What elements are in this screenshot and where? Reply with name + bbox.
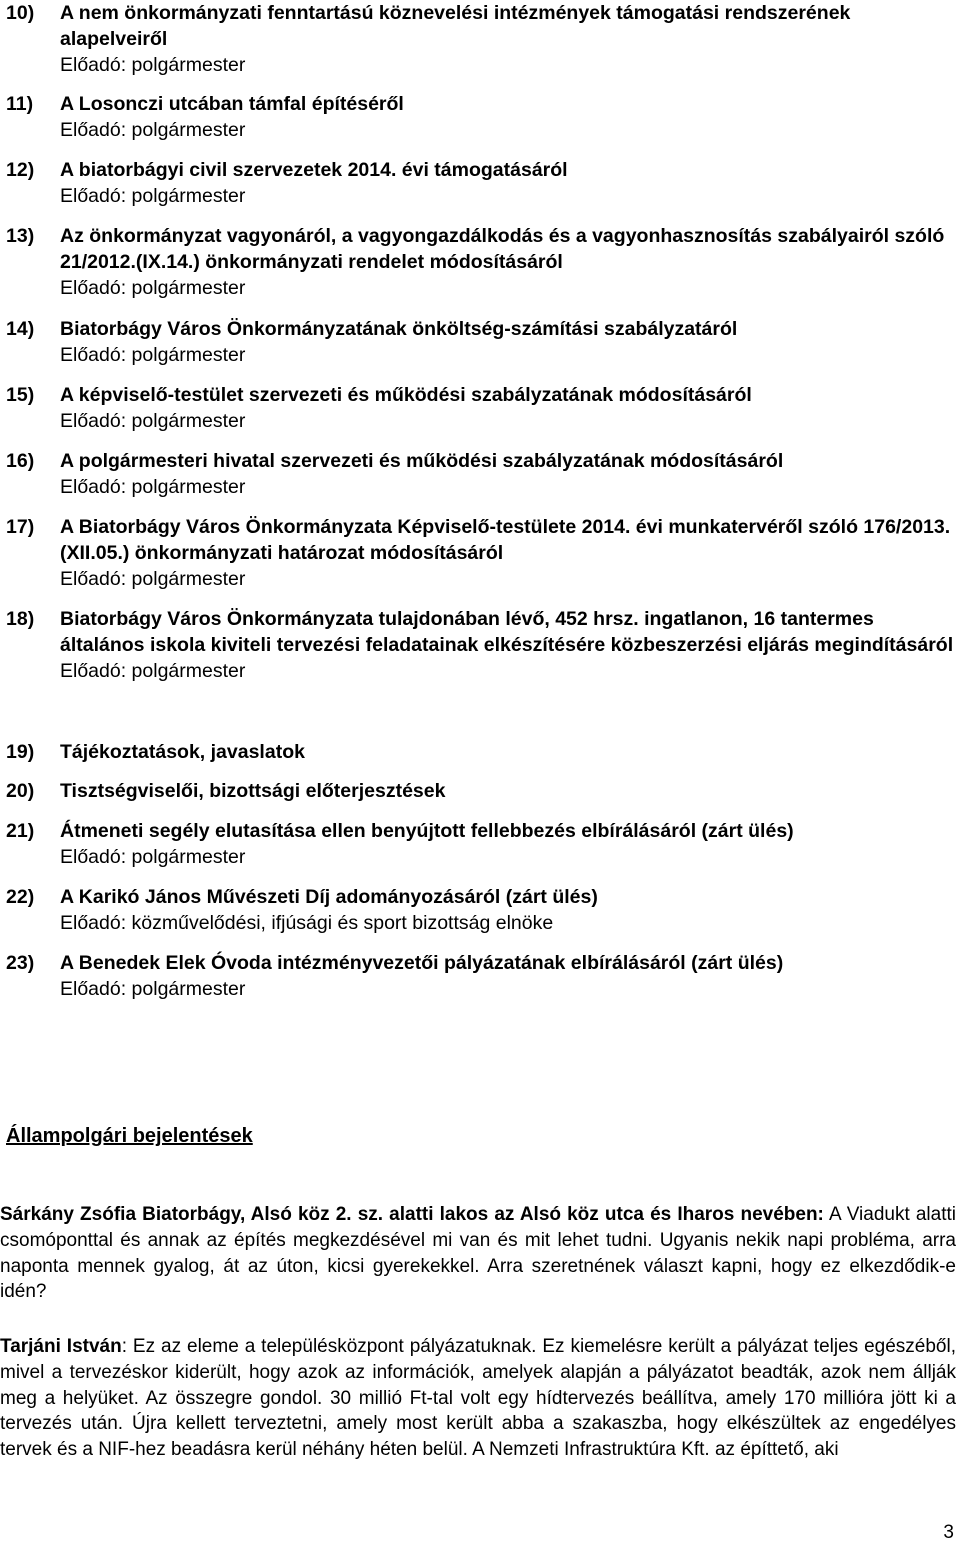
agenda-item-13 (6, 223, 956, 301)
agenda-item-21 (6, 818, 956, 870)
agenda-item-presenter: Előadó: polgármester (60, 476, 246, 498)
agenda-item-number: 20) (6, 780, 35, 802)
agenda-item-presenter: Előadó: polgármester (60, 277, 246, 299)
agenda-item-presenter: Előadó: polgármester (60, 185, 246, 207)
agenda-item-presenter: Előadó: polgármester (60, 568, 246, 590)
agenda-item-title: Biatorbágy Város Önkormányzata tulajdonában lévő, 452 hrsz. ingatlanon, 16 tantermes általános iskola kiviteli tervezési feladatainak elkészítésére közbeszerzési eljárás megindításáról (60, 608, 954, 656)
agenda-item-number: 22) (6, 886, 35, 908)
agenda-item-title: A biatorbágyi civil szervezetek 2014. évi támogatásáról (60, 159, 568, 181)
page-number: 3 (943, 1522, 954, 1543)
agenda-item-number: 18) (6, 608, 35, 630)
agenda-item-12 (6, 157, 956, 209)
agenda-item-title: A Benedek Elek Óvoda intézményvezetői pályázatának elbírálásáról (zárt ülés) (60, 952, 784, 974)
agenda-item-number: 19) (6, 741, 35, 763)
agenda-item-22 (6, 884, 956, 936)
agenda-item-title: Átmeneti segély elutasítása ellen benyújtott fellebbezés elbírálásáról (zárt ülés) (60, 820, 794, 842)
agenda-item-title: A nem önkormányzati fenntartású köznevelési intézmények támogatási rendszerének alapelveiről (60, 2, 851, 50)
agenda-item-title: Biatorbágy Város Önkormányzatának önköltség-számítási szabályzatáról (60, 318, 738, 340)
agenda-item-presenter: Előadó: polgármester (60, 410, 246, 432)
paragraph-text: : Ez az eleme a településközpont pályázatuknak. Ez kiemelésre került a pályázat teljes egészéből, mivel a tervezéskor kiderült, hogy azok az információk, amelyek alapján a pályázatot beadták, azok nem állják meg a helyüket. Az összegre gondol. 30 millió Ft-tal volt egy hídtervezés beállítva, amely 170 millióra jött ki a tervezés után. Újra kellett terveztetni, amely most került abba a szakaszba, hogy elkészültek az engedélyes tervek és a NIF-hez beadásra kerül néhány héten belül. A Nemzeti Infrastruktúra Kft. az építtető, aki (0, 1336, 956, 1461)
agenda-item-title: Tisztségviselői, bizottsági előterjesztések (60, 780, 446, 802)
section-heading: Állampolgári bejelentések (6, 1125, 253, 1147)
agenda-item-presenter: Előadó: polgármester (60, 344, 246, 366)
agenda-item-presenter: Előadó: polgármester (60, 846, 246, 868)
agenda-item-title: A képviselő-testület szervezeti és működési szabályzatának módosításáról (60, 384, 752, 406)
agenda-item-number: 10) (6, 2, 35, 24)
agenda-item-number: 11) (6, 93, 34, 115)
agenda-item-presenter: Előadó: polgármester (60, 54, 246, 76)
agenda-item-presenter: Előadó: közművelődési, ifjúsági és sport bizottság elnöke (60, 912, 554, 934)
agenda-item-title: Tájékoztatások, javaslatok (60, 741, 305, 763)
agenda-item-presenter: Előadó: polgármester (60, 660, 246, 682)
agenda-item-presenter: Előadó: polgármester (60, 978, 246, 1000)
speaker-name: Sárkány Zsófia Biatorbágy, Alsó köz 2. sz. alatti lakos az Alsó köz utca és Iharos nevében: (0, 1204, 824, 1225)
agenda-item-number: 21) (6, 820, 35, 842)
agenda-item-number: 14) (6, 318, 35, 340)
speaker-name: Tarjáni István (0, 1336, 122, 1357)
agenda-item-18 (6, 606, 956, 684)
agenda-item-14 (6, 316, 956, 368)
agenda-item-number: 13) (6, 225, 35, 247)
response-paragraph (0, 1334, 956, 1463)
agenda-item-10 (6, 0, 956, 78)
agenda-item-16 (6, 448, 956, 500)
agenda-item-title: A Biatorbágy Város Önkormányzata Képviselő-testülete 2014. évi munkatervéről szóló 176/2013. (XII.05.) önkormányzati határozat módosításáról (60, 516, 951, 564)
agenda-item-title: A Karikó János Művészeti Díj adományozásáról (zárt ülés) (60, 886, 598, 908)
agenda-item-17 (6, 514, 956, 592)
agenda-item-title: A polgármesteri hivatal szervezeti és működési szabályzatának módosításáról (60, 450, 784, 472)
citizen-report-paragraph (0, 1202, 956, 1305)
agenda-item-number: 23) (6, 952, 35, 974)
agenda-item-number: 17) (6, 516, 35, 538)
agenda-item-presenter: Előadó: polgármester (60, 119, 246, 141)
agenda-item-number: 12) (6, 159, 35, 181)
paragraph-text: A Viadukt alatti csomóponttal és annak az építés megkezdésével mi van és mit lehet tudni. Ugyanis nekik napi probléma, arra naponta mennek gyalog, át az úton, kicsi gyerekekkel. Arra szeretnének választ kapni, hogy ez elkezdődik-e idén? (0, 1204, 956, 1303)
agenda-item-title: A Losonczi utcában támfal építéséről (60, 93, 404, 115)
agenda-item-number: 15) (6, 384, 35, 406)
agenda-item-20 (6, 778, 956, 804)
agenda-item-11 (6, 91, 956, 143)
agenda-item-19 (6, 739, 956, 765)
agenda-item-23 (6, 950, 956, 1002)
agenda-item-number: 16) (6, 450, 35, 472)
agenda-item-15 (6, 382, 956, 434)
agenda-item-title: Az önkormányzat vagyonáról, a vagyongazdálkodás és a vagyonhasznosítás szabályairól szóló 21/2012.(IX.14.) önkormányzati rendelet módosításáról (60, 225, 945, 273)
